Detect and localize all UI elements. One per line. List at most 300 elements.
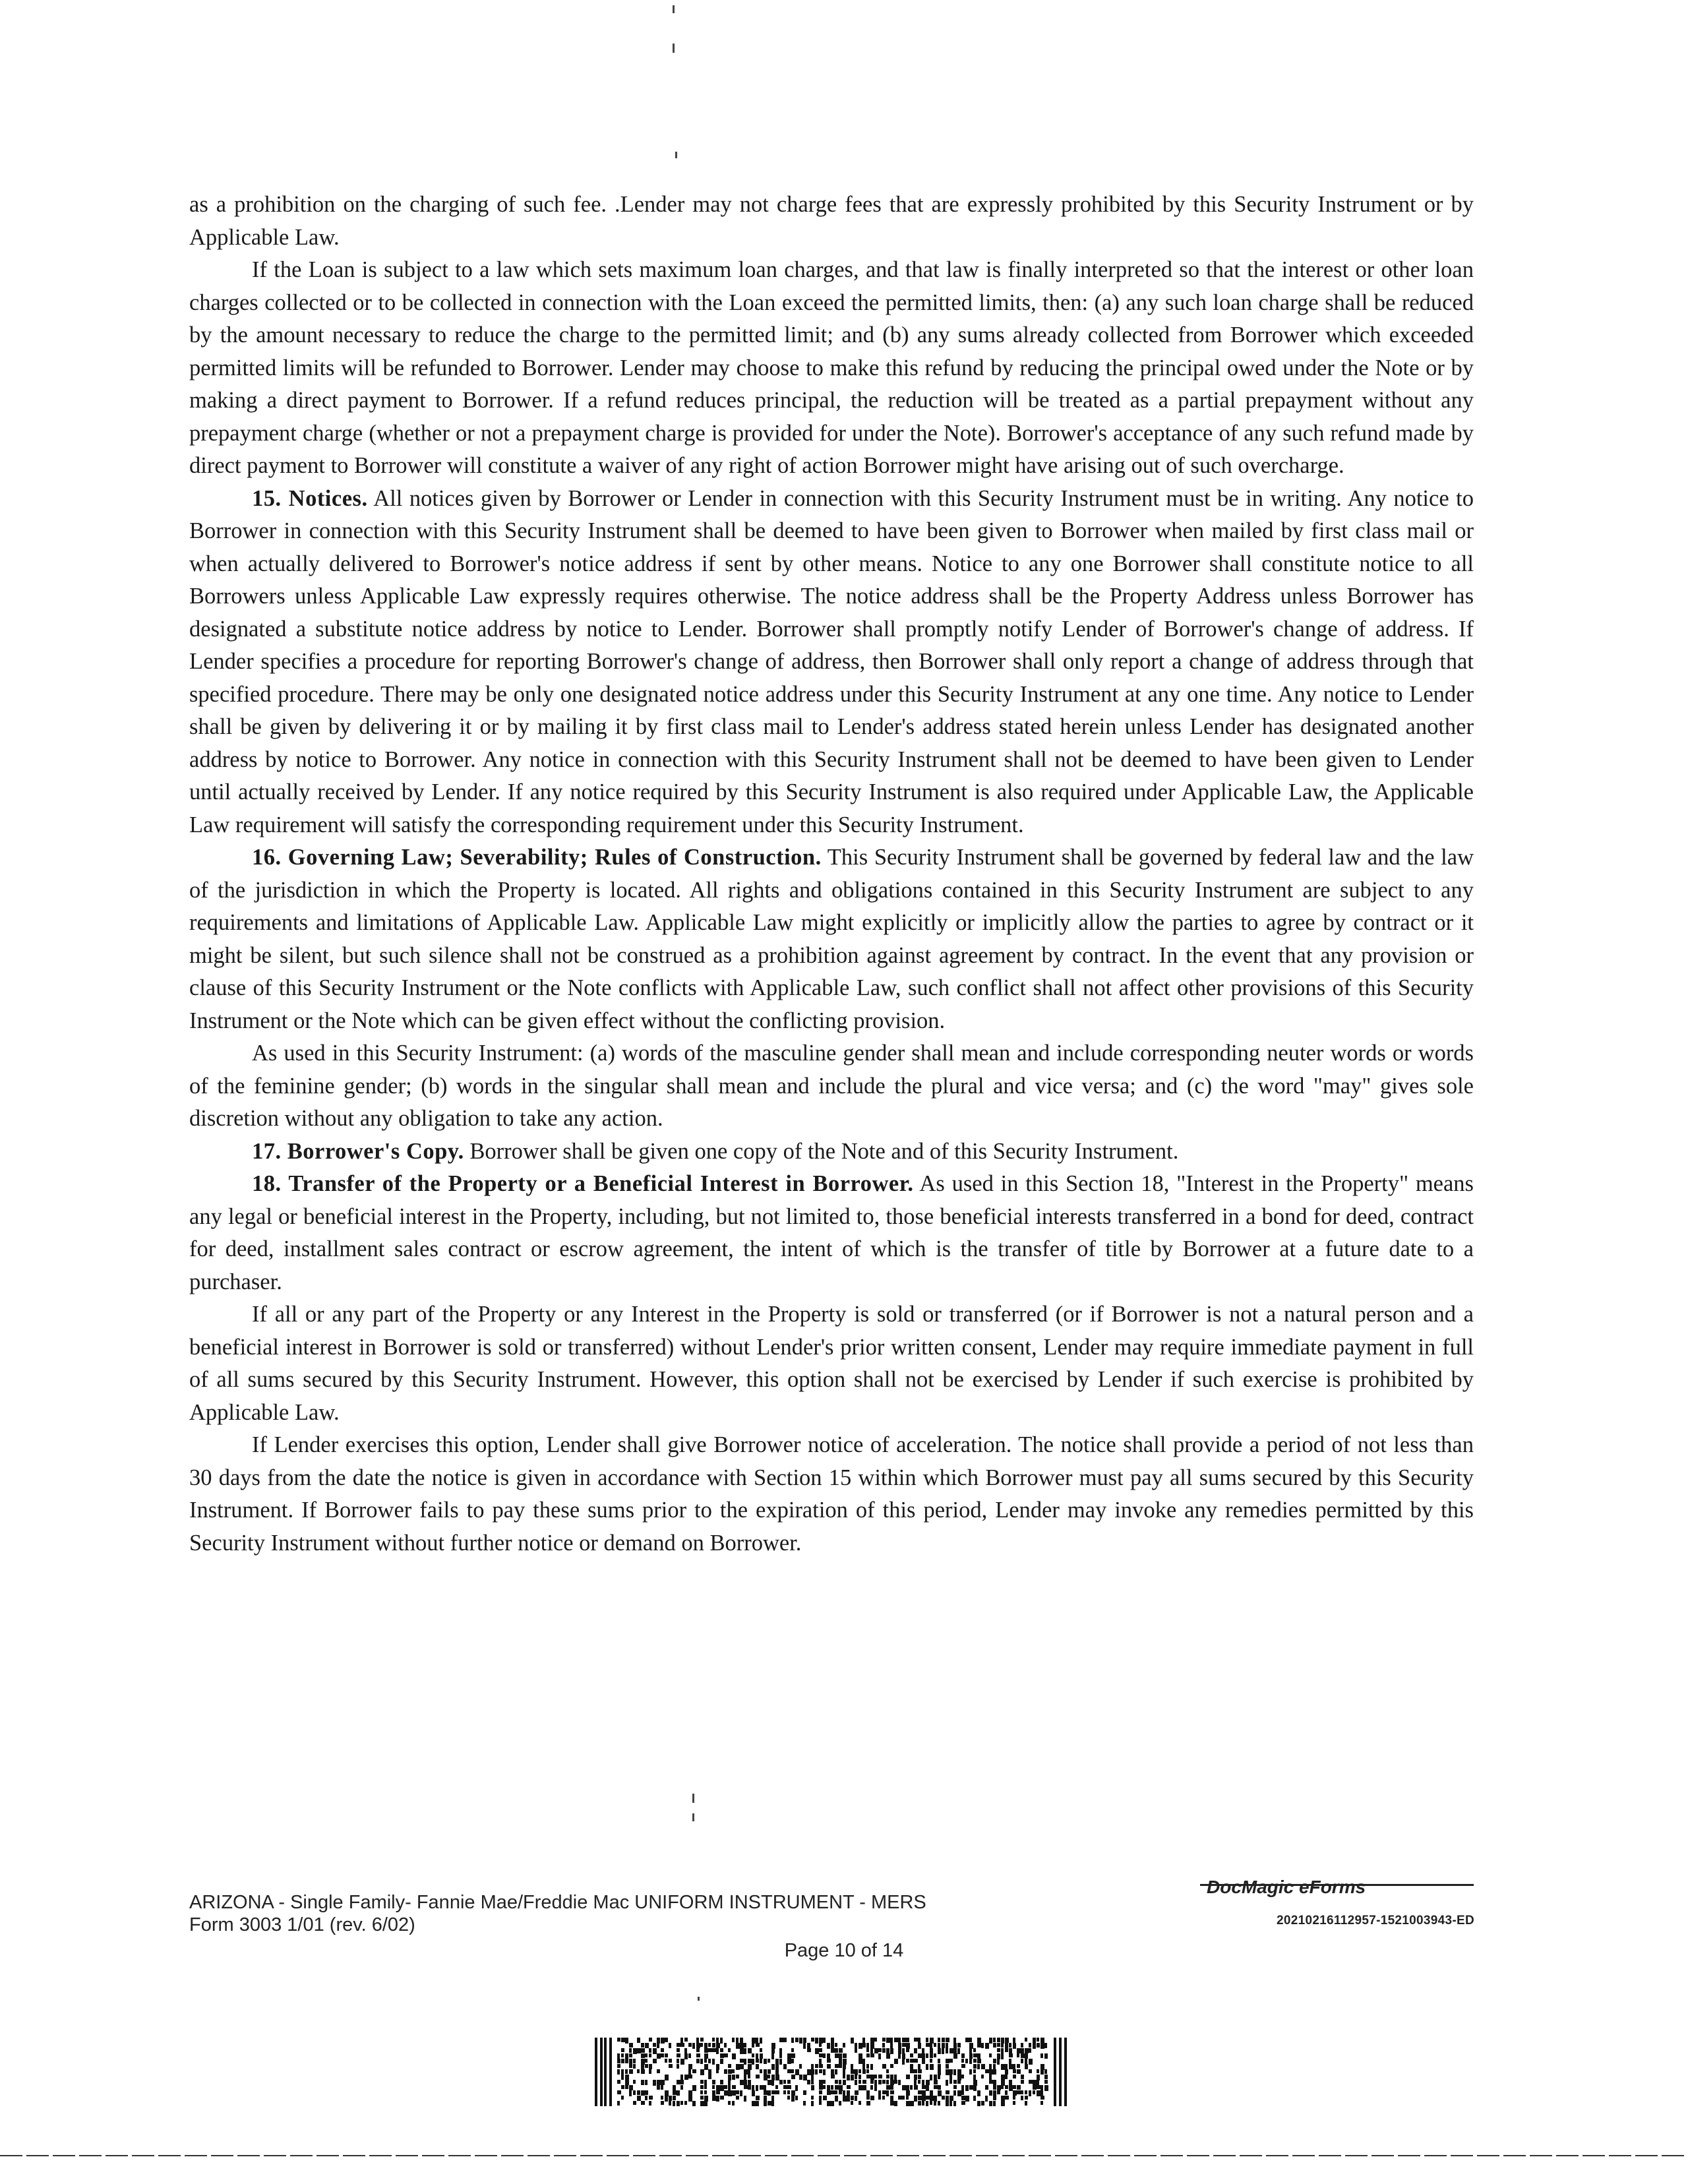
- barcode-bar: [677, 2059, 679, 2063]
- barcode-bar: [851, 2075, 854, 2080]
- barcode-bar: [831, 2038, 834, 2043]
- barcode-bar: [997, 2085, 1001, 2090]
- barcode-bar: [669, 2096, 672, 2101]
- barcode-bar: [1040, 2053, 1043, 2058]
- barcode-bar: [926, 2043, 930, 2047]
- barcode-bar: [771, 2053, 774, 2059]
- barcode-bar: [823, 2085, 826, 2089]
- barcode-bar: [839, 2085, 843, 2091]
- barcode-bar: [633, 2080, 636, 2084]
- barcode-bar: [665, 2059, 667, 2063]
- bottom-rule: [0, 2155, 1688, 2156]
- barcode-bar: [1021, 2048, 1024, 2053]
- barcode-bar: [1025, 2064, 1028, 2069]
- barcode-bar: [1001, 2053, 1004, 2059]
- barcode-bar: [961, 2085, 964, 2091]
- barcode-bar: [965, 2038, 969, 2042]
- barcode-bar: [752, 2085, 754, 2091]
- barcode-bar: [938, 2038, 940, 2042]
- barcode-bar: [724, 2090, 728, 2096]
- barcode-bar: [595, 2038, 597, 2106]
- barcode-bar: [859, 2080, 861, 2084]
- barcode-bar: [866, 2090, 870, 2096]
- barcode-bar: [621, 2053, 624, 2057]
- barcode-bar: [831, 2075, 835, 2078]
- barcode-bar: [677, 2080, 680, 2084]
- barcode-bar: [724, 2085, 727, 2089]
- barcode-bar: [700, 2090, 703, 2094]
- barcode-bar: [633, 2090, 636, 2095]
- barcode-bar: [629, 2085, 633, 2090]
- barcode-bar: [756, 2075, 760, 2078]
- barcode-bar: [862, 2043, 866, 2048]
- barcode-bar: [965, 2096, 969, 2102]
- barcode-bar: [645, 2064, 648, 2068]
- barcode-bar: [783, 2085, 787, 2089]
- barcode-bar: [732, 2085, 736, 2089]
- barcode-bar: [791, 2059, 794, 2063]
- barcode-bar: [696, 2059, 700, 2063]
- barcode-bar: [677, 2064, 679, 2069]
- barcode-bar: [874, 2075, 877, 2078]
- barcode-bar: [862, 2085, 866, 2090]
- barcode-bar: [851, 2069, 855, 2074]
- barcode-bar: [866, 2096, 870, 2100]
- barcode-bar: [700, 2059, 703, 2064]
- barcode-bar: [744, 2059, 746, 2065]
- barcode-bar: [839, 2053, 842, 2059]
- barcode-bar: [764, 2085, 766, 2091]
- barcode-bar: [779, 2059, 782, 2065]
- barcode-bar: [890, 2096, 893, 2102]
- barcode-bar: [938, 2101, 940, 2106]
- barcode-bar: [736, 2038, 738, 2043]
- barcode-bar: [870, 2080, 874, 2084]
- barcode-bar: [953, 2069, 956, 2075]
- barcode-bar: [946, 2048, 948, 2053]
- barcode-bar: [760, 2085, 764, 2090]
- barcode-bar: [926, 2053, 928, 2058]
- barcode-bar: [1040, 2096, 1044, 2100]
- barcode-bar: [1029, 2080, 1033, 2084]
- barcode-bar: [764, 2075, 768, 2080]
- barcode-bar: [712, 2043, 715, 2048]
- barcode-bar: [839, 2101, 841, 2106]
- barcode-bar: [625, 2059, 628, 2063]
- barcode-bar: [839, 2080, 841, 2084]
- barcode-bar: [704, 2096, 708, 2102]
- barcode-bar: [847, 2085, 851, 2089]
- barcode-bar: [946, 2064, 949, 2069]
- barcode-bar: [918, 2080, 920, 2084]
- barcode-bar: [661, 2096, 663, 2100]
- barcode-bar: [870, 2075, 874, 2080]
- barcode-bar: [977, 2038, 981, 2043]
- barcode-bar: [989, 2101, 992, 2106]
- barcode-bar: [890, 2101, 894, 2106]
- paragraph-acceleration: If Lender exercises this option, Lender shall give Borrower notice of acceleration. The notice shall provide a period of not less than 30 days from the date the notice is given in accordance with Section 15 within which Borrower must pay all sums secured by this Security Instrument. If Borrower fails to pay these sums prior to the expiration of this period, Lender may invoke any remedies permitted by this Security Instrument without further notice or demand on Borrower.: [189, 1432, 1474, 1556]
- barcode-bar: [617, 2069, 620, 2075]
- barcode-bar: [918, 2038, 920, 2043]
- barcode-bar: [768, 2059, 770, 2063]
- barcode-bar: [851, 2101, 853, 2105]
- barcode-bar: [764, 2090, 768, 2095]
- barcode-bar: [779, 2048, 782, 2054]
- scan-speck: [692, 1794, 694, 1803]
- barcode-bar: [1044, 2080, 1048, 2084]
- barcode-bar: [696, 2053, 700, 2057]
- barcode-bar: [930, 2048, 933, 2053]
- barcode-bar: [1054, 2038, 1056, 2106]
- barcode-bar: [973, 2069, 976, 2073]
- barcode-bar: [700, 2038, 704, 2042]
- barcode-bar: [771, 2075, 775, 2080]
- barcode-bar: [823, 2069, 826, 2075]
- barcode-bar: [934, 2085, 938, 2089]
- barcode-bar: [673, 2085, 676, 2090]
- barcode-bar: [1025, 2101, 1027, 2106]
- section-15: [189, 483, 1474, 842]
- barcode-bar: [1044, 2043, 1047, 2048]
- barcode-bar: [771, 2080, 774, 2086]
- barcode-bar: [704, 2090, 707, 2094]
- barcode-bar: [629, 2090, 632, 2096]
- barcode-bar: [934, 2096, 937, 2102]
- barcode-bar: [993, 2096, 996, 2100]
- barcode-bar: [930, 2101, 932, 2105]
- barcode-bar: [736, 2064, 740, 2070]
- barcode-bar: [1009, 2085, 1013, 2091]
- barcode-bar: [918, 2075, 921, 2079]
- barcode-bar: [930, 2096, 934, 2101]
- barcode-bar: [665, 2038, 668, 2042]
- barcode-bar: [684, 2048, 687, 2053]
- barcode-bar: [819, 2064, 823, 2068]
- barcode-bar: [1037, 2090, 1040, 2096]
- barcode-bar: [902, 2048, 905, 2054]
- barcode-bar: [827, 2059, 831, 2063]
- barcode-bar: [950, 2048, 953, 2053]
- barcode-bar: [1001, 2085, 1004, 2089]
- scan-speck: [673, 5, 675, 13]
- barcode-bar: [684, 2038, 688, 2042]
- barcode-bar: [1001, 2096, 1005, 2102]
- barcode-bar: [704, 2085, 707, 2089]
- barcode-bar: [1021, 2075, 1024, 2079]
- barcode-bar: [744, 2096, 746, 2102]
- barcode-bar: [811, 2064, 814, 2070]
- barcode-bar: [961, 2075, 964, 2078]
- barcode-bar: [973, 2096, 976, 2101]
- barcode-bar: [807, 2069, 811, 2075]
- barcode-bar: [866, 2053, 870, 2057]
- barcode-bar: [1013, 2069, 1016, 2073]
- barcode-bar: [870, 2043, 874, 2049]
- barcode-bar: [803, 2038, 806, 2043]
- footer-form-info: [189, 1891, 1112, 1936]
- barcode-bar: [1040, 2090, 1043, 2096]
- barcode-bar: [665, 2075, 669, 2080]
- barcode-bar: [1005, 2085, 1008, 2089]
- barcode-bar: [989, 2038, 992, 2044]
- barcode-bar: [1001, 2064, 1005, 2070]
- barcode-bar: [898, 2043, 901, 2049]
- barcode: [595, 2038, 1071, 2106]
- barcode-bar: [843, 2075, 845, 2078]
- barcode-bar: [768, 2101, 771, 2106]
- barcode-bar: [890, 2080, 894, 2085]
- barcode-bar: [688, 2075, 692, 2078]
- barcode-bar: [902, 2053, 905, 2059]
- barcode-bar: [969, 2038, 972, 2042]
- barcode-bar: [617, 2064, 620, 2068]
- barcode-bar: [779, 2053, 782, 2058]
- barcode-bar: [878, 2048, 882, 2052]
- barcode-bar: [1005, 2043, 1008, 2048]
- barcode-bar: [1033, 2038, 1036, 2043]
- barcode-bar: [906, 2090, 910, 2096]
- barcode-bar: [803, 2090, 806, 2095]
- barcode-bar: [791, 2096, 795, 2102]
- barcode-bar: [720, 2096, 724, 2100]
- barcode-bar: [728, 2075, 731, 2080]
- barcode-bar: [862, 2059, 865, 2064]
- barcode-bar: [1029, 2059, 1033, 2065]
- barcode-bar: [950, 2096, 953, 2101]
- barcode-bar: [981, 2064, 985, 2069]
- barcode-bar: [716, 2090, 720, 2094]
- barcode-bar: [894, 2059, 898, 2064]
- barcode-bar: [811, 2075, 814, 2080]
- barcode-bar: [910, 2064, 913, 2070]
- barcode-bar: [748, 2075, 750, 2078]
- barcode-bar: [617, 2080, 620, 2084]
- barcode-bar: [688, 2069, 691, 2075]
- barcode-bar: [946, 2090, 950, 2094]
- barcode-bar: [910, 2069, 914, 2073]
- barcode-bar: [950, 2075, 952, 2080]
- footer-form-title: ARIZONA - Single Family- Fannie Mae/Freddie Mac UNIFORM INSTRUMENT - MERS: [189, 1892, 926, 1913]
- section-16-text: This Security Instrument shall be governed by federal law and the law of the jurisdiction in which the Property is located. All rights and obligations contained in this Security Instrument are subject to any requirements and limitations of Applicable Law. Applicable Law might explicitly or implicitly allow the parties to agree by contract or it might be silent, but such silence shall not be construed as a prohibition against agreement by contract. In the event that any provision or clause of this Security Instrument or the Note conflicts with Applicable Law, such conflict shall not affect other provisions of this Security Instrument or the Note which can be given effect without the conflicting provision.: [189, 845, 1474, 1033]
- barcode-bar: [815, 2048, 819, 2054]
- barcode-bar: [969, 2043, 973, 2049]
- barcode-bar: [953, 2101, 956, 2106]
- barcode-bar: [819, 2085, 823, 2090]
- barcode-bar: [708, 2069, 711, 2075]
- barcode-bar: [1017, 2053, 1019, 2057]
- barcode-bar: [720, 2038, 723, 2044]
- barcode-bar: [827, 2101, 831, 2106]
- barcode-bar: [969, 2053, 973, 2059]
- barcode-bar: [993, 2038, 996, 2042]
- barcode-bar: [1001, 2048, 1004, 2054]
- barcode-bar: [700, 2096, 704, 2100]
- barcode-bar: [847, 2075, 850, 2080]
- barcode-bar: [859, 2075, 861, 2079]
- barcode-bar: [831, 2085, 833, 2090]
- barcode-bar: [993, 2085, 996, 2090]
- barcode-bar: [910, 2053, 913, 2057]
- barcode-bar: [661, 2101, 664, 2105]
- barcode-bar: [787, 2090, 790, 2094]
- barcode-bar: [641, 2064, 644, 2070]
- barcode-bar: [819, 2053, 823, 2057]
- barcode-bar: [918, 2090, 922, 2094]
- barcode-bar: [870, 2038, 874, 2044]
- barcode-bar: [835, 2048, 838, 2053]
- barcode-bar: [938, 2043, 940, 2049]
- barcode-bar: [1044, 2053, 1048, 2059]
- barcode-bar: [653, 2048, 657, 2054]
- barcode-bar: [997, 2038, 1000, 2042]
- barcode-bar: [688, 2053, 691, 2058]
- barcode-bar: [1064, 2038, 1067, 2106]
- barcode-bar: [922, 2048, 924, 2053]
- section-16-heading: 16. Governing Law; Severability; Rules of Construction.: [252, 845, 822, 870]
- barcode-bar: [851, 2038, 854, 2044]
- barcode-bar: [692, 2101, 696, 2106]
- section-15-heading: 15. Notices.: [252, 485, 368, 511]
- barcode-bar: [621, 2048, 624, 2052]
- barcode-bar: [918, 2064, 920, 2070]
- barcode-bar: [609, 2038, 612, 2106]
- barcode-bar: [831, 2101, 834, 2106]
- barcode-bar: [950, 2069, 953, 2075]
- barcode-bar: [1013, 2075, 1016, 2078]
- barcode-bar: [874, 2038, 877, 2042]
- barcode-bar: [878, 2096, 881, 2100]
- barcode-bar: [775, 2075, 779, 2080]
- section-17-text: Borrower shall be given one copy of the Note and of this Security Instrument.: [469, 1138, 1179, 1164]
- barcode-bar: [946, 2038, 950, 2042]
- barcode-bar: [736, 2096, 739, 2100]
- barcode-bar: [870, 2096, 874, 2100]
- barcode-bar: [649, 2048, 651, 2053]
- barcode-bar: [934, 2080, 938, 2084]
- barcode-bar: [855, 2075, 857, 2079]
- barcode-bar: [629, 2053, 632, 2057]
- barcode-bar: [756, 2038, 758, 2044]
- barcode-bar: [732, 2090, 736, 2096]
- barcode-bar: [835, 2085, 839, 2090]
- barcode-bar: [902, 2085, 906, 2090]
- barcode-bar: [839, 2048, 843, 2053]
- barcode-bar: [791, 2090, 795, 2096]
- barcode-bar: [1009, 2043, 1011, 2048]
- barcode-bar: [752, 2059, 754, 2065]
- barcode-bar: [989, 2069, 993, 2075]
- barcode-bar: [764, 2101, 767, 2106]
- barcode-bar: [692, 2069, 696, 2073]
- barcode-bar: [811, 2069, 814, 2075]
- barcode-bar: [914, 2059, 918, 2063]
- barcode-bar: [732, 2069, 735, 2073]
- barcode-bar: [680, 2075, 683, 2080]
- barcode-bar: [977, 2090, 980, 2096]
- barcode-bar: [898, 2080, 901, 2085]
- barcode-bar: [657, 2053, 661, 2059]
- barcode-bar: [764, 2069, 767, 2075]
- barcode-graphic: [595, 2038, 1071, 2106]
- barcode-bar: [1013, 2096, 1015, 2100]
- barcode-bar: [1040, 2101, 1043, 2105]
- barcode-bar: [764, 2096, 767, 2101]
- barcode-bar: [946, 2101, 949, 2106]
- barcode-bar: [625, 2038, 628, 2044]
- barcode-bar: [977, 2101, 980, 2106]
- barcode-bar: [981, 2101, 984, 2106]
- barcode-bar: [807, 2048, 811, 2052]
- barcode-bar: [882, 2043, 885, 2048]
- paragraph-transfer: If all or any part of the Property or any Interest in the Property is sold or transferred (or if Borrower is not a natural person and a beneficial interest in Borrower is sold or transferred) without Lender's prior written consent, Lender may require immediate payment in full of all sums secured by this Security Instrument. However, this option shall not be exercised by Lender if such exercise is prohibited by Applicable Law.: [189, 1302, 1474, 1425]
- barcode-bar: [736, 2075, 739, 2078]
- barcode-bar: [906, 2096, 909, 2100]
- section-18-heading: 18. Transfer of the Property or a Beneficial Interest in Borrower.: [252, 1171, 914, 1196]
- barcode-bar: [633, 2048, 637, 2054]
- barcode-bar: [1037, 2069, 1039, 2073]
- barcode-bar: [855, 2069, 858, 2075]
- barcode-bar: [641, 2053, 645, 2058]
- barcode-bar: [768, 2069, 771, 2074]
- barcode-bar: [807, 2043, 810, 2048]
- barcode-bar: [827, 2090, 831, 2095]
- barcode-bar: [653, 2080, 656, 2086]
- barcode-bar: [878, 2053, 881, 2059]
- barcode-bar: [1001, 2101, 1005, 2106]
- barcode-bar: [953, 2038, 956, 2044]
- barcode-bar: [831, 2043, 834, 2048]
- barcode-bar: [771, 2101, 774, 2106]
- barcode-bar: [815, 2064, 818, 2068]
- barcode-bar: [855, 2090, 859, 2095]
- barcode-bar: [950, 2059, 953, 2063]
- barcode-bar: [1029, 2090, 1031, 2096]
- section-15-text: All notices given by Borrower or Lender in connection with this Security Instrument must be in writing. Any notice to Borrower in connection with this Security Instrument shall be deemed to have been given to Borrower when mailed by first class mail or when actually delivered to Borrower's notice address if sent by other means. Notice to any one Borrower shall constitute notice to all Borrowers unless Applicable Law expressly requires otherwise. The notice address shall be the Property Address unless Borrower has designated a substitute notice address by notice to Lender. Borrower shall promptly notify Lender of Borrower's change of address. If Lender specifies a procedure for reporting Borrower's change of address, then Borrower shall only report a change of address through that specified procedure. There may be only one designated notice address under this Security Instrument at any one time. Any notice to Lender shall be given by delivering it or by mailing it by first class mail to Lender's address stated herein unless Lender has designated another address by notice to Borrower. Any notice in connection with this Security Instrument shall not be deemed to have been given to Lender until actually received by Lender. If any notice required by this Security Instrument is also required under Applicable Law, the Applicable Law requirement will satisfy the corresponding requirement under this Security Instrument.: [189, 485, 1474, 837]
- barcode-bar: [973, 2053, 977, 2057]
- barcode-bar: [969, 2048, 972, 2053]
- barcode-bar: [859, 2069, 861, 2073]
- barcode-bar: [688, 2043, 692, 2047]
- barcode-bar: [953, 2080, 957, 2084]
- barcode-bar: [866, 2064, 869, 2069]
- barcode-bar: [712, 2096, 716, 2101]
- barcode-bar: [621, 2085, 624, 2089]
- barcode-bar: [922, 2096, 926, 2101]
- barcode-bar: [787, 2096, 790, 2100]
- barcode-bar: [938, 2064, 941, 2069]
- barcode-bar: [621, 2069, 624, 2075]
- footer-form-number: Form 3003 1/01 (rev. 6/02): [189, 1914, 415, 1935]
- barcode-bar: [918, 2053, 922, 2058]
- barcode-bar: [835, 2053, 839, 2058]
- barcode-bar: [957, 2080, 961, 2084]
- barcode-bar: [847, 2090, 850, 2096]
- barcode-bar: [728, 2048, 731, 2052]
- barcode-bar: [696, 2043, 700, 2048]
- barcode-bar: [1040, 2069, 1044, 2075]
- barcode-bar: [807, 2080, 810, 2084]
- barcode-bar: [696, 2038, 699, 2044]
- barcode-bar: [653, 2059, 657, 2063]
- barcode-bar: [748, 2080, 751, 2085]
- barcode-bar: [748, 2064, 752, 2070]
- barcode-bar: [926, 2064, 928, 2070]
- barcode-bar: [827, 2085, 830, 2090]
- barcode-bar: [961, 2090, 964, 2095]
- barcode-bar: [680, 2038, 683, 2044]
- barcode-bar: [637, 2048, 641, 2053]
- barcode-bar: [985, 2096, 988, 2102]
